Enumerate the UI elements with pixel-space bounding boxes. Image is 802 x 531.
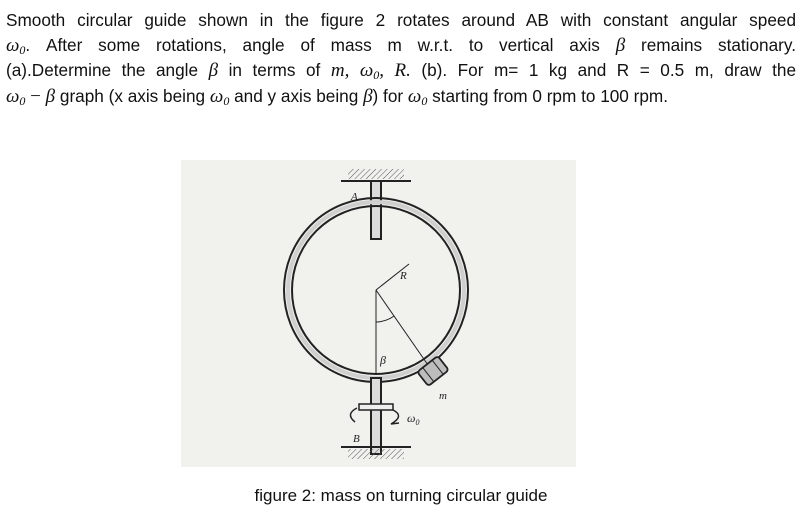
omega-subscript: 0: [421, 93, 428, 108]
problem-text: graph (x axis being: [55, 85, 210, 106]
omega-symbol: [6, 35, 25, 56]
label-b: B: [353, 433, 360, 445]
label-omega-letter: ω: [407, 411, 416, 425]
label-a: A: [351, 191, 358, 203]
top-support-hatch: [348, 169, 404, 179]
problem-text: starting from 0 rpm to 100 rpm.: [427, 85, 669, 106]
figure-caption: figure 2: mass on turning circular guide: [254, 486, 548, 505]
problem-text: ) for: [372, 85, 408, 106]
circular-guide-diagram: [181, 160, 576, 467]
variables-text: m, ω: [330, 60, 374, 81]
omega-letter: ω: [6, 85, 20, 107]
label-m: m: [439, 390, 447, 402]
minus-sign: −: [25, 85, 46, 107]
beta-symbol: β: [615, 34, 626, 56]
omega-symbol: [6, 86, 25, 107]
beta-symbol: β: [45, 85, 56, 107]
omega-subscript: 0: [19, 93, 26, 108]
omega-letter: ω: [6, 34, 20, 56]
omega-letter: ω: [407, 85, 422, 107]
omega-symbol: [408, 86, 427, 107]
bottom-collar: [359, 404, 393, 410]
omega-letter: ω: [209, 85, 224, 107]
beta-symbol: β: [363, 85, 373, 107]
rotation-arrow-icon: [391, 410, 399, 424]
problem-text: (a).Determine the angle: [6, 60, 209, 80]
problem-text: Smooth circular guide shown in the figure 2 rotates around AB with constant angular speed: [6, 10, 796, 30]
variables-math: [331, 60, 411, 81]
problem-text: (b). For m= 1 kg and R = 0.5 m, draw the: [410, 60, 797, 80]
omega-subscript: 0: [19, 42, 26, 57]
problem-line-2: [6, 33, 796, 59]
problem-line-1: [6, 8, 796, 33]
label-beta: β: [380, 353, 386, 367]
beta-symbol: β: [208, 60, 219, 81]
problem-statement: [6, 8, 796, 109]
variables-text-end: , R.: [379, 60, 411, 81]
problem-text: remains stationary.: [625, 34, 796, 55]
problem-line-3: [6, 58, 796, 84]
omega-subscript: 0: [373, 68, 380, 82]
problem-text: in terms of: [218, 60, 331, 80]
problem-text: and y axis being: [229, 85, 364, 106]
problem-text: . After some rotations, angle of mass m w.r.t. to vertical axis: [25, 34, 616, 55]
omega-subscript: 0: [223, 93, 230, 108]
label-omega-subscript: 0: [415, 418, 420, 427]
label-r: R: [400, 270, 407, 282]
figure-2: [181, 160, 576, 467]
problem-line-4: [6, 84, 796, 110]
bottom-shaft: [371, 378, 381, 454]
beta-angle-arc: [376, 316, 394, 322]
top-shaft: [371, 181, 381, 239]
bottom-support-hatch: [348, 449, 404, 459]
rotation-arc: [350, 408, 357, 422]
omega-symbol: [210, 86, 229, 107]
label-omega: [407, 411, 419, 427]
